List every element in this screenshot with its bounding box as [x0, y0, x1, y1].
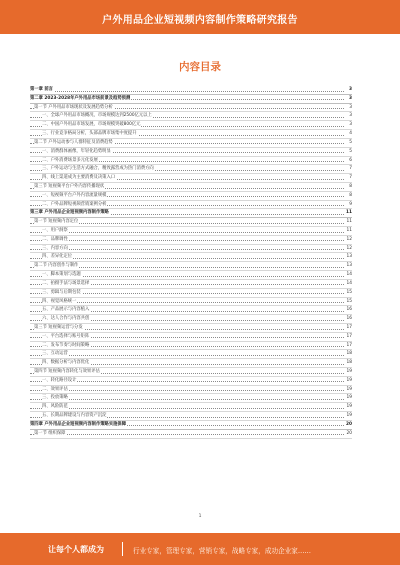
toc-entry-page: 19	[344, 377, 352, 385]
toc-entry-page: 17	[344, 342, 352, 350]
toc-entry-page: 16	[344, 315, 352, 323]
toc-entry[interactable]	[30, 430, 352, 439]
toc-entry-label: 二、拍摄手法与场景选择	[42, 280, 90, 286]
toc-entry-label: 一、转化路径设计	[42, 377, 77, 383]
toc-entry[interactable]	[30, 86, 352, 95]
toc-entry[interactable]	[30, 377, 352, 386]
toc-entry[interactable]	[30, 192, 352, 201]
toc-entry-label: 第三节 短视频运营与分发	[34, 324, 83, 330]
toc-entry-label: 五、长期品牌建设与内容资产沉淀	[42, 413, 107, 419]
toc-entry-label: 一、平台选择与账号矩阵	[42, 333, 90, 339]
toc-entry-page: 19	[344, 403, 352, 411]
table-of-contents	[30, 86, 352, 439]
toc-entry-label: 一、消费群体画像，年轻化趋势明显	[42, 148, 111, 154]
toc-leader-dots	[30, 399, 344, 400]
toc-entry[interactable]	[30, 342, 352, 351]
toc-entry[interactable]	[30, 148, 352, 157]
toc-entry-label: 二、发布节奏与时间策略	[42, 342, 90, 348]
toc-entry[interactable]	[30, 253, 352, 262]
toc-leader-dots	[30, 240, 344, 241]
toc-entry-label: 第二节 内容创作与制作	[34, 263, 79, 269]
toc-entry-page: 19	[344, 386, 352, 394]
toc-entry[interactable]	[30, 403, 352, 412]
toc-entry-page: 15	[344, 298, 352, 306]
toc-entry[interactable]	[30, 139, 352, 148]
toc-entry-label: 一、短视频平台户外内容流量规模	[42, 192, 107, 198]
toc-entry-page: 8	[344, 183, 352, 191]
toc-entry-label: 二、效果评估	[42, 386, 68, 392]
toc-entry-label: 六、达人合作与内容共创	[42, 316, 90, 322]
toc-entry-page: 9	[344, 201, 352, 209]
toc-entry-label: 三、互动运营	[42, 351, 68, 357]
toc-entry-label: 第一章 前言	[30, 87, 53, 92]
toc-entry[interactable]	[30, 262, 352, 271]
header-bar	[0, 0, 400, 34]
toc-entry[interactable]	[30, 324, 352, 333]
toc-entry-label: 二、品牌调性	[42, 236, 68, 242]
toc-entry-page: 11	[344, 227, 352, 235]
toc-entry-label: 四、差异化定位	[42, 254, 73, 260]
toc-entry-page: 14	[344, 280, 352, 288]
toc-entry-page: 12	[344, 245, 352, 253]
toc-entry-page: 20	[344, 421, 352, 429]
toc-entry-page: 3	[344, 86, 352, 94]
toc-entry-label: 第四节 短视频内容转化与效果评估	[34, 369, 100, 374]
toc-entry-label: 第二章 2023-2028年户外用品市场前景及趋势预测	[30, 95, 131, 101]
toc-entry-label: 第一节 户外用品市场现状及发展趋势分析	[34, 104, 113, 110]
toc-entry-page: 7	[344, 174, 352, 182]
toc-entry-page: 3	[344, 121, 352, 129]
toc-entry-page: 8	[344, 192, 352, 200]
toc-entry-label: 一、全球户外用品市场概况，市场规模达到2500亿元以上	[42, 113, 152, 119]
footer-tagline: 行业专家，管理专家，营销专家，战略专家，成功企业家……	[133, 547, 312, 555]
toc-entry-label: 三、行业竞争格局分析，头部品牌市场集中度提升	[42, 131, 137, 137]
toc-leader-dots	[30, 390, 344, 391]
toc-entry[interactable]	[30, 201, 352, 210]
toc-entry-page: 20	[344, 430, 352, 438]
toc-entry[interactable]	[30, 289, 352, 298]
toc-entry-label: 一、脚本策划与选题	[42, 272, 81, 278]
toc-entry-label: 第一节 短视频内容定位	[34, 219, 79, 225]
toc-entry-page: 3	[344, 104, 352, 112]
toc-leader-dots	[30, 249, 344, 250]
toc-entry-label: 第三节 短视频平台户外内容传播现状	[34, 183, 105, 189]
toc-entry-label: 五、产品展示与内容植入	[42, 307, 90, 313]
toc-heading: 内容目录	[179, 61, 221, 73]
toc-entry-page: 19	[344, 412, 352, 420]
toc-entry-page: 15	[344, 289, 352, 297]
toc-entry-label: 三、剪辑与后期包装	[42, 289, 81, 295]
toc-entry[interactable]	[30, 386, 352, 395]
toc-entry-page: 12	[344, 236, 352, 244]
page-number: 1	[198, 514, 202, 519]
footer-slogan: 让每个人都成为	[48, 545, 104, 554]
toc-entry-label: 二、户外消费场景多元化发展	[42, 157, 98, 163]
toc-entry-page: 13	[344, 253, 352, 261]
toc-entry-label: 第四章 户外用品企业短视频内容制作策略实施保障	[30, 421, 127, 427]
toc-entry-label: 二、中国户外用品市场发展，市场规模突破800亿元	[42, 122, 141, 128]
toc-entry[interactable]	[30, 298, 352, 307]
toc-entry[interactable]	[30, 157, 352, 166]
document-title: 户外用品企业短视频内容制作策略研究报告	[102, 15, 298, 26]
toc-entry-page: 17	[344, 333, 352, 341]
toc-entry[interactable]	[30, 280, 352, 289]
toc-leader-dots	[30, 355, 344, 356]
toc-entry-page: 18	[344, 359, 352, 367]
toc-leader-dots	[30, 258, 344, 259]
toc-entry-page: 6	[344, 157, 352, 165]
toc-entry[interactable]	[30, 104, 352, 113]
toc-entry-label: 三、投放策略	[42, 395, 68, 401]
toc-entry-label: 四、数据分析与内容优化	[42, 360, 90, 366]
toc-entry-label: 三、内容方向	[42, 245, 68, 251]
toc-entry-page: 5	[344, 139, 352, 147]
toc-entry-page: 17	[344, 324, 352, 332]
toc-entry[interactable]	[30, 315, 352, 324]
toc-entry[interactable]	[30, 333, 352, 342]
toc-entry-label: 四、视觉风格统一	[42, 298, 77, 304]
toc-entry-label: 一、用户洞察	[42, 228, 68, 233]
toc-entry-label: 第一节 组织保障	[34, 430, 66, 436]
toc-entry[interactable]	[30, 112, 352, 121]
toc-entry-label: 四、风险防范	[42, 404, 68, 410]
toc-entry[interactable]	[30, 368, 352, 377]
toc-entry[interactable]	[30, 95, 352, 104]
toc-entry[interactable]	[30, 174, 352, 183]
toc-entry[interactable]	[30, 245, 352, 254]
toc-entry-page: 14	[344, 271, 352, 279]
toc-entry[interactable]	[30, 421, 352, 430]
toc-entry-page: 3	[344, 112, 352, 120]
footer-bar	[0, 533, 400, 565]
toc-entry[interactable]	[30, 209, 352, 218]
toc-leader-dots	[30, 434, 344, 435]
toc-entry[interactable]	[30, 236, 352, 245]
toc-entry-label: 三、户外运动与生活方式融合，精致露营成为热门消费方向	[42, 166, 154, 172]
toc-entry-page: 11	[344, 209, 352, 217]
toc-entry-page: 3	[344, 95, 352, 103]
toc-entry-page: 4	[344, 130, 352, 138]
toc-entry[interactable]	[30, 306, 352, 315]
toc-entry-page: 19	[344, 394, 352, 402]
toc-entry-page: 7	[344, 165, 352, 173]
toc-entry-label: 第二节 户外运动参与人群特征及消费趋势	[34, 139, 113, 145]
toc-entry-page: 13	[344, 262, 352, 270]
toc-entry[interactable]	[30, 412, 352, 421]
toc-entry-label: 二、户外品牌短视频营销案例分析	[42, 201, 107, 207]
toc-entry-page: 19	[344, 368, 352, 376]
toc-leader-dots	[30, 408, 344, 409]
toc-leader-dots	[30, 91, 344, 92]
footer-divider	[122, 542, 123, 556]
toc-entry-page: 5	[344, 148, 352, 156]
toc-entry[interactable]	[30, 271, 352, 280]
toc-entry-label: 第三章 户外用品企业短视频内容制作策略	[30, 210, 109, 216]
toc-entry[interactable]	[30, 165, 352, 174]
toc-entry-page: 11	[344, 218, 352, 226]
toc-entry[interactable]	[30, 350, 352, 359]
toc-entry[interactable]	[30, 121, 352, 130]
toc-entry-page: 18	[344, 350, 352, 358]
toc-entry[interactable]	[30, 183, 352, 192]
toc-leader-dots	[30, 232, 344, 233]
toc-entry[interactable]	[30, 359, 352, 368]
toc-entry[interactable]	[30, 130, 352, 139]
toc-entry-label: 四、线上渠道成为主要消费及决策入口	[42, 175, 116, 181]
toc-entry-page: 16	[344, 306, 352, 314]
toc-entry[interactable]	[30, 394, 352, 403]
toc-entry[interactable]	[30, 227, 352, 236]
toc-entry[interactable]	[30, 218, 352, 227]
